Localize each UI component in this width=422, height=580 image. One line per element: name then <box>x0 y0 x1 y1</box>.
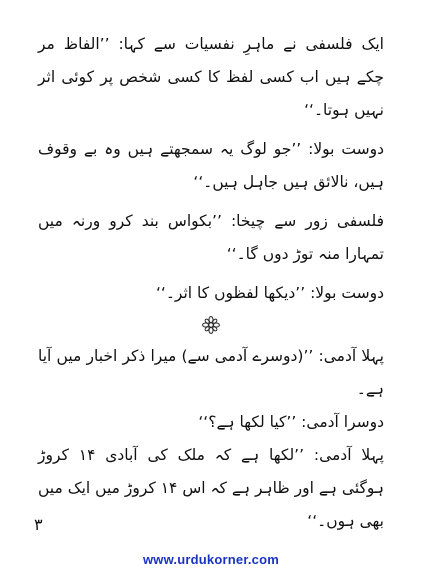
joke-two <box>38 340 384 538</box>
flower-ornament-icon <box>201 315 221 335</box>
joke-one <box>38 28 384 310</box>
section-divider <box>0 314 422 336</box>
page-number: ۳ <box>34 515 43 534</box>
paragraph-philosopher-shout: فلسفی زور سے چیخا: ’’بکواس بند کرو ورنہ میں تمہارا منہ توڑ دوں گا۔‘‘ <box>38 212 384 263</box>
paragraph-friend-punchline: دوست بولا: ’’دیکھا لفظوں کا اثر۔‘‘ <box>156 284 384 302</box>
footer-website-link[interactable]: www.urdukorner.com <box>142 552 280 567</box>
paragraph-first-man-punchline: پہلا آدمی: ’’لکھا ہے کہ ملک کی آبادی ۱۴ کروڑ ہوگئی ہے اور ظاہر ہے کہ اس ۱۴ کروڑ میں ایک میں بھی ہوں۔‘‘ <box>38 446 384 530</box>
paragraph-first-man: پہلا آدمی: ’’(دوسرے آدمی سے) میرا ذکر اخبار میں آیا ہے۔ <box>38 347 384 398</box>
paragraph-friend-reply: دوست بولا: ’’جو لوگ یہ سمجھتے ہیں وہ بے وقوف ہیں، نالائق ہیں جاہل ہیں۔‘‘ <box>38 140 384 191</box>
paragraph-second-man: دوسرا آدمی: ’’کیا لکھا ہے؟‘‘ <box>198 413 384 431</box>
paragraph-philosopher-statement: ایک فلسفی نے ماہرِ نفسیات سے کہا: ’’الفاظ مر چکے ہیں اب کسی لفظ کا کسی شخص پر کوئی اثر نہیں ہوتا۔‘‘ <box>38 35 384 119</box>
